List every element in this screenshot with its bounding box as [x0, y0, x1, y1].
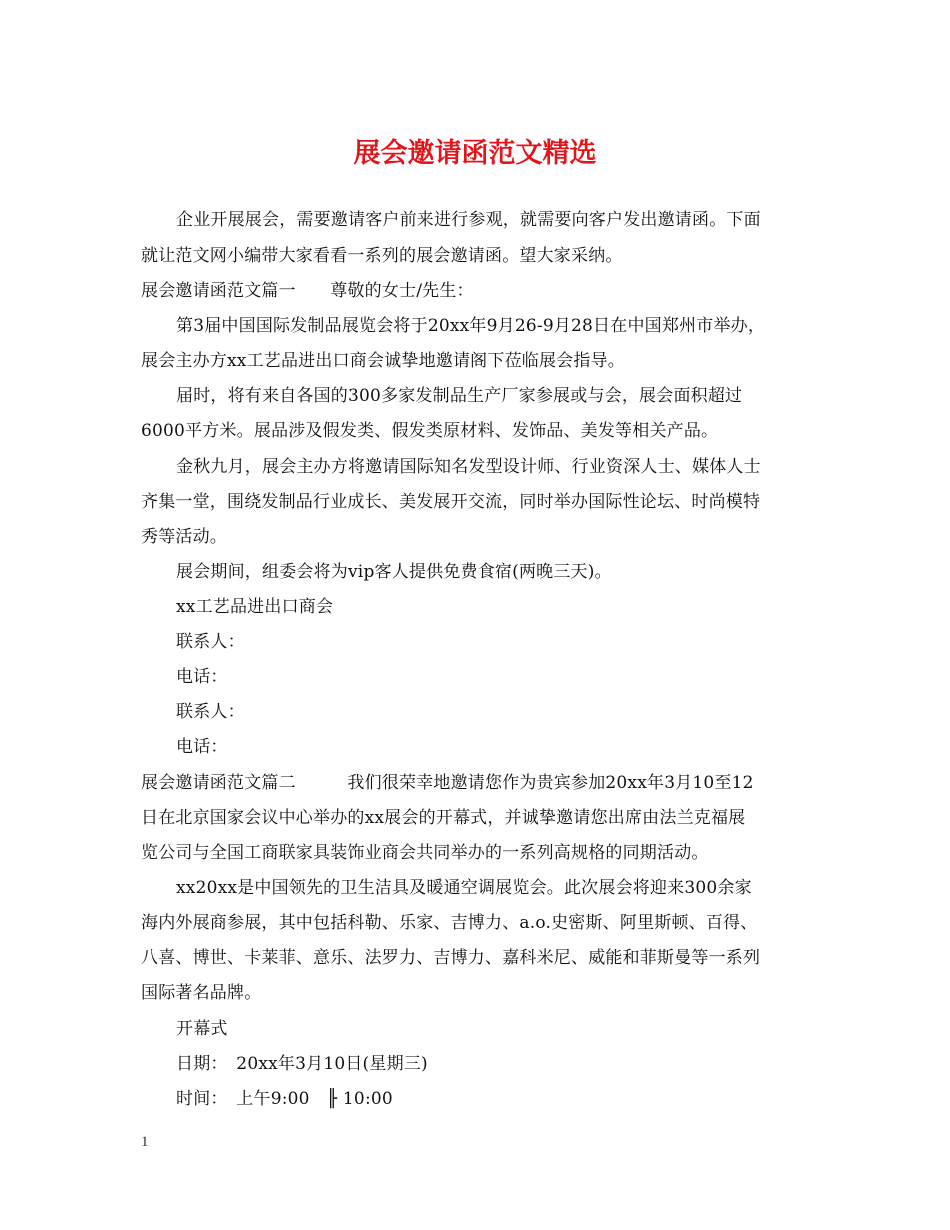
paragraph-line: 秀等活动。 [141, 527, 227, 547]
section-heading-1: 展会邀请函范文篇一 尊敬的女士/先生： [141, 281, 474, 301]
paragraph-line: 金秋九月，展会主办方将邀请国际知名发型设计师、行业资深人士、媒体人士 [176, 457, 761, 477]
date-line: 日期： 20xx年3月10日(星期三) [176, 1054, 428, 1074]
phone-label: 电话： [176, 667, 228, 687]
page-number: 1 [141, 1134, 149, 1150]
contact-label: 联系人： [176, 702, 245, 722]
paragraph-line: 展会期间，组委会将为vip客人提供免费食宿(两晚三天)。 [176, 562, 612, 582]
paragraph-line: xx20xx是中国领先的卫生洁具及暖通空调展览会。此次展会将迎来300余家 [176, 878, 752, 898]
paragraph-line: 届时，将有来自各国的300多家发制品生产厂家参展或与会，展会面积超过 [176, 386, 743, 406]
paragraph-line: 齐集一堂，围绕发制品行业成长、美发展开交流，同时举办国际性论坛、时尚模特 [141, 492, 761, 512]
paragraph-line: 就让范文网小编带大家看看一系列的展会邀请函。望大家采纳。 [141, 246, 623, 266]
opening-ceremony-label: 开幕式 [176, 1019, 228, 1039]
contact-label: 联系人： [176, 632, 245, 652]
paragraph-line: 海内外展商参展，其中包括科勒、乐家、吉博力、a.o.史密斯、阿里斯顿、百得、 [141, 913, 758, 933]
paragraph-line: 八喜、博世、卡莱菲、意乐、法罗力、吉博力、嘉科米尼、威能和菲斯曼等一系列 [141, 948, 761, 968]
paragraph-line: 企业开展展会，需要邀请客户前来进行参观，就需要向客户发出邀请函。下面 [176, 210, 761, 230]
section-heading-2: 展会邀请函范文篇二 我们很荣幸地邀请您作为贵宾参加20xx年3月10至12 [141, 773, 754, 793]
organizer-name: xx工艺品进出口商会 [176, 597, 334, 617]
time-line: 时间： 上午9:00 ╟ 10:00 [176, 1089, 393, 1109]
paragraph-line: 第3届中国国际发制品展览会将于20xx年9月26-9月28日在中国郑州市举办， [176, 316, 766, 336]
paragraph-line: 6000平方米。展品涉及假发类、假发类原材料、发饰品、美发等相关产品。 [141, 421, 719, 441]
paragraph-line: 览公司与全国工商联家具装饰业商会共同举办的一系列高规格的同期活动。 [141, 843, 709, 863]
paragraph-line: 日在北京国家会议中心举办的xx展会的开幕式，并诚挚邀请您出席由法兰克福展 [141, 808, 746, 828]
paragraph-line: 展会主办方xx工艺品进出口商会诚挚地邀请阁下莅临展会指导。 [141, 351, 625, 371]
document-title: 展会邀请函范文精选 [353, 138, 597, 169]
paragraph-line: 国际著名品牌。 [141, 983, 262, 1003]
phone-label: 电话： [176, 737, 228, 757]
